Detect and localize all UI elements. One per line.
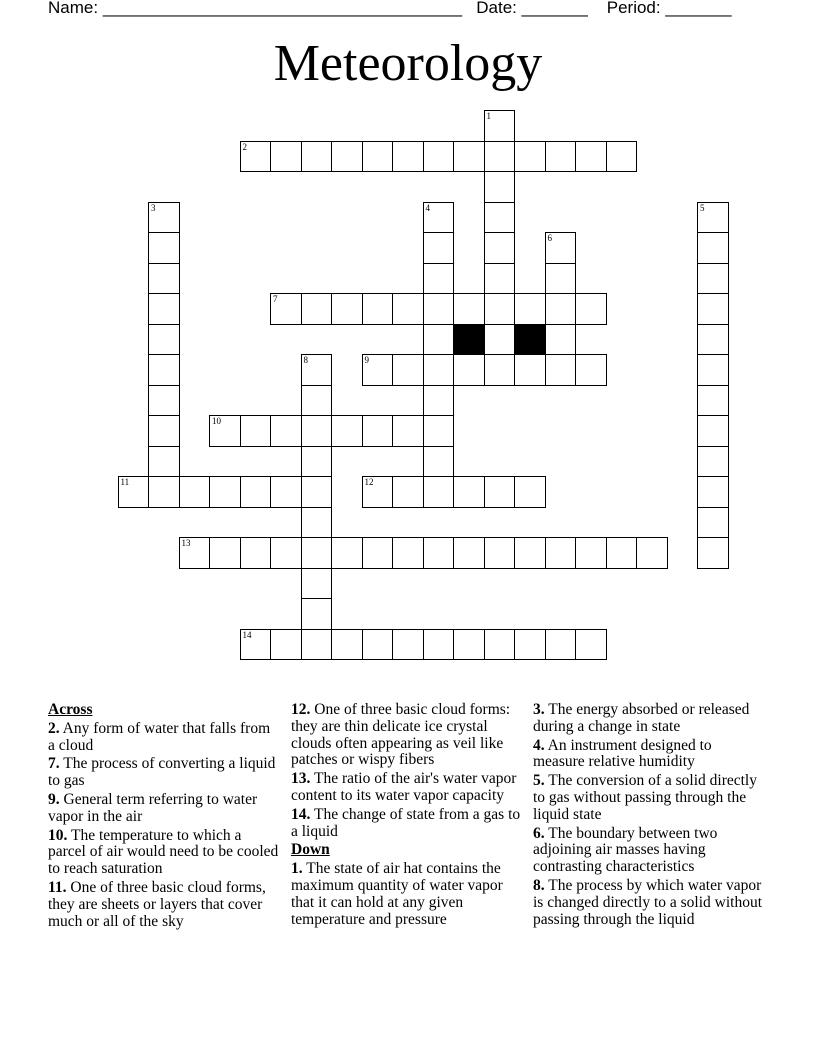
crossword-cell[interactable] [148, 263, 180, 295]
clue-number: 2. [48, 719, 60, 737]
clue-down-4 [533, 738, 765, 772]
page-title: Meteorology [273, 35, 543, 92]
crossword-cell[interactable] [148, 202, 180, 234]
clue-number-label: 1 [486, 111, 491, 121]
clue-text: Any form of water that falls from a cloud [48, 719, 271, 754]
crossword-cell[interactable] [484, 141, 516, 173]
crossword-cell[interactable] [575, 141, 607, 173]
across-clues-column [48, 702, 280, 932]
clue-number-label: 12 [364, 477, 374, 487]
crossword-cell[interactable] [423, 324, 455, 356]
crossword-cell[interactable] [545, 537, 577, 569]
crossword-cell[interactable] [301, 141, 333, 173]
crossword-cell[interactable] [484, 324, 516, 356]
clue-number-label: 13 [181, 538, 191, 548]
crossword-cell[interactable] [301, 537, 333, 569]
clue-across-11 [48, 880, 280, 930]
crossword-cell[interactable] [301, 415, 333, 447]
clue-number: 7. [48, 755, 60, 773]
crossword-cell[interactable] [423, 354, 455, 386]
clue-down-1 [291, 861, 523, 928]
crossword-cell[interactable] [392, 293, 424, 325]
clue-number-label: 10 [212, 416, 221, 426]
crossword-cell[interactable] [179, 537, 211, 569]
black-cell [514, 324, 546, 356]
crossword-cell[interactable] [453, 537, 485, 569]
crossword-cell[interactable] [697, 507, 729, 539]
crossword-cell[interactable] [240, 629, 272, 661]
crossword-cell[interactable] [423, 232, 455, 264]
crossword-cell[interactable] [240, 537, 272, 569]
crossword-cell[interactable] [209, 476, 241, 508]
crossword-cell[interactable] [270, 293, 302, 325]
crossword-cell[interactable] [484, 476, 516, 508]
crossword-cell[interactable] [240, 476, 272, 508]
clue-number: 9. [48, 790, 60, 808]
clue-across-13 [291, 771, 523, 805]
crossword-cell[interactable] [209, 415, 241, 447]
crossword-cell[interactable] [514, 141, 546, 173]
crossword-cell[interactable] [697, 263, 729, 295]
crossword-cell[interactable] [240, 415, 272, 447]
clue-across-9 [48, 792, 280, 826]
crossword-cell[interactable] [484, 354, 516, 386]
crossword-cell[interactable] [270, 415, 302, 447]
crossword-cell[interactable] [148, 354, 180, 386]
crossword-cell[interactable] [148, 446, 180, 478]
crossword-cell[interactable] [697, 232, 729, 264]
clue-down-8 [533, 878, 765, 928]
clue-number: 4. [533, 736, 545, 754]
crossword-cell[interactable] [392, 354, 424, 386]
crossword-cell[interactable] [453, 354, 485, 386]
crossword-cell[interactable] [209, 537, 241, 569]
crossword-cell[interactable] [423, 629, 455, 661]
clue-number: 11. [48, 878, 67, 896]
period-label: Period: [606, 0, 661, 17]
crossword-cell[interactable] [484, 537, 516, 569]
crossword-cell[interactable] [484, 171, 516, 203]
crossword-cell[interactable] [697, 415, 729, 447]
crossword-cell[interactable] [575, 629, 607, 661]
clue-text: One of three basic cloud forms, they are sheets or layers that cover much or all of the sky [48, 878, 266, 930]
crossword-cell[interactable] [697, 293, 729, 325]
down-heading: Down [291, 841, 330, 859]
crossword-cell[interactable] [331, 141, 363, 173]
crossword-cell[interactable] [423, 293, 455, 325]
crossword-cell[interactable] [331, 537, 363, 569]
date-field[interactable]: _______ [521, 0, 588, 17]
crossword-cell[interactable] [697, 202, 729, 234]
across-heading: Across [48, 701, 93, 718]
crossword-cell[interactable] [270, 629, 302, 661]
crossword-cell[interactable] [301, 476, 333, 508]
crossword-cell[interactable] [545, 232, 577, 264]
crossword-cell[interactable] [514, 537, 546, 569]
crossword-cell[interactable] [423, 415, 455, 447]
crossword-cell[interactable] [331, 415, 363, 447]
crossword-cell[interactable] [301, 385, 333, 417]
crossword-cell[interactable] [484, 202, 516, 234]
clue-number-label: 5 [700, 202, 705, 213]
name-label: Name: [48, 0, 99, 17]
crossword-cell[interactable] [697, 476, 729, 508]
date-label: Date: [476, 0, 517, 17]
crossword-cell[interactable] [270, 141, 302, 173]
black-cell [453, 324, 485, 356]
clue-down-6 [533, 826, 765, 876]
crossword-cell[interactable] [423, 385, 455, 417]
crossword-cell[interactable] [331, 293, 363, 325]
crossword-cell[interactable] [240, 141, 272, 173]
clue-text: The temperature to which a parcel of air would need to be cooled to reach saturation [48, 826, 279, 878]
clue-text: The conversion of a solid directly to gas without passing through the liquid state [533, 772, 757, 823]
clue-number-label: 3 [151, 202, 156, 213]
crossword-cell[interactable] [118, 476, 150, 508]
crossword-cell[interactable] [148, 232, 180, 264]
crossword-cell[interactable] [331, 629, 363, 661]
crossword-cell[interactable] [453, 476, 485, 508]
crossword-cell[interactable] [301, 507, 333, 539]
crossword-cell[interactable] [148, 293, 180, 325]
clue-number: 6. [533, 824, 545, 842]
clue-number: 5. [533, 772, 545, 790]
crossword-cell[interactable] [606, 537, 638, 569]
clue-down-3 [533, 702, 765, 736]
crossword-cell[interactable] [514, 629, 546, 661]
period-field[interactable]: _______ [665, 0, 732, 17]
clue-across-12 [291, 702, 523, 769]
crossword-cell[interactable] [545, 141, 577, 173]
crossword-cell[interactable] [484, 293, 516, 325]
crossword-cell[interactable] [453, 141, 485, 173]
crossword-cell[interactable] [697, 446, 729, 478]
clue-across-14 [291, 807, 523, 841]
crossword-cell[interactable] [392, 141, 424, 173]
crossword-cell[interactable] [362, 537, 394, 569]
clue-text: One of three basic cloud forms: they are thin delicate ice crystal clouds often appearing as veil like patches or wispy fibers [291, 701, 511, 769]
crossword-cell[interactable] [575, 537, 607, 569]
crossword-cell[interactable] [697, 537, 729, 569]
crossword-cell[interactable] [392, 415, 424, 447]
crossword-cell[interactable] [484, 110, 516, 142]
clue-number-label: 4 [425, 202, 430, 213]
crossword-cell[interactable] [545, 263, 577, 295]
crossword-cell[interactable] [362, 293, 394, 325]
crossword-cell[interactable] [392, 476, 424, 508]
crossword-cell[interactable] [453, 293, 485, 325]
crossword-cell[interactable] [392, 537, 424, 569]
clue-text: The process by which water vapor is changed directly to a solid without passing through the liquid [533, 876, 763, 928]
crossword-cell[interactable] [514, 354, 546, 386]
crossword-cell[interactable] [545, 354, 577, 386]
crossword-cell[interactable] [484, 263, 516, 295]
crossword-cell[interactable] [423, 476, 455, 508]
clue-text: The boundary between two adjoining air masses having contrasting characteristics [533, 824, 718, 876]
clue-text: The state of air hat contains the maximum quantity of water vapor that it can hold at any given temperature and pressure [291, 860, 503, 928]
clue-number-label: 8 [303, 355, 308, 365]
clue-number-label: 9 [364, 355, 369, 365]
crossword-cell[interactable] [179, 476, 211, 508]
crossword-cell[interactable] [575, 293, 607, 325]
clue-number: 14. [291, 805, 311, 823]
clue-text: The change of state from a gas to a liquid [291, 805, 521, 840]
crossword-cell[interactable] [514, 293, 546, 325]
crossword-cell[interactable] [423, 202, 455, 234]
crossword-cell[interactable] [514, 476, 546, 508]
crossword-cell[interactable] [697, 385, 729, 417]
crossword-cell[interactable] [545, 629, 577, 661]
clue-number-label: 6 [547, 233, 552, 243]
crossword-cell[interactable] [301, 568, 333, 600]
clue-number-label: 2 [242, 141, 247, 152]
crossword-cell[interactable] [423, 446, 455, 478]
clue-number-label: 14 [242, 629, 252, 640]
crossword-cell[interactable] [362, 629, 394, 661]
crossword-cell[interactable] [545, 293, 577, 325]
crossword-cell[interactable] [362, 354, 394, 386]
clue-number: 3. [533, 701, 545, 718]
clue-across-7 [48, 756, 280, 790]
crossword-cell[interactable] [301, 446, 333, 478]
crossword-cell[interactable] [484, 629, 516, 661]
crossword-cell[interactable] [545, 324, 577, 356]
clue-number-label: 11 [120, 477, 130, 487]
crossword-cell[interactable] [362, 141, 394, 173]
middle-clues-column [291, 702, 523, 930]
crossword-cell[interactable] [148, 476, 180, 508]
crossword-cell[interactable] [148, 324, 180, 356]
crossword-cell[interactable] [362, 476, 394, 508]
crossword-cell[interactable] [423, 263, 455, 295]
clue-text: The energy absorbed or released during a change in state [533, 701, 750, 735]
crossword-cell[interactable] [148, 415, 180, 447]
clue-text: The ratio of the air's water vapor content to its water vapor capacity [291, 770, 517, 804]
crossword-cell[interactable] [636, 537, 668, 569]
crossword-cell[interactable] [423, 537, 455, 569]
crossword-cell[interactable] [575, 354, 607, 386]
clue-number: 1. [291, 860, 303, 878]
clue-number: 12. [291, 701, 311, 718]
clue-text: The process of converting a liquid to gas [48, 755, 276, 790]
crossword-cell[interactable] [423, 141, 455, 173]
crossword-cell[interactable] [301, 598, 333, 630]
crossword-cell[interactable] [697, 324, 729, 356]
clue-number: 8. [533, 876, 545, 894]
clue-text: General term referring to water vapor in the air [48, 790, 258, 825]
crossword-cell[interactable] [301, 629, 333, 661]
crossword-cell[interactable] [697, 354, 729, 386]
crossword-cell[interactable] [453, 629, 485, 661]
crossword-cell[interactable] [148, 385, 180, 417]
crossword-cell[interactable] [301, 354, 333, 386]
crossword-cell[interactable] [301, 293, 333, 325]
clue-across-2 [48, 721, 280, 755]
crossword-cell[interactable] [270, 537, 302, 569]
name-field[interactable]: ______________________________________ [102, 0, 463, 17]
clue-number: 10. [48, 826, 68, 844]
clue-number: 13. [291, 770, 311, 788]
clue-text: An instrument designed to measure relative humidity [533, 736, 712, 771]
crossword-cell[interactable] [606, 141, 638, 173]
clue-across-10 [48, 828, 280, 878]
crossword-cell[interactable] [362, 415, 394, 447]
crossword-cell[interactable] [392, 629, 424, 661]
clue-number-label: 7 [273, 294, 278, 304]
crossword-cell[interactable] [270, 476, 302, 508]
crossword-cell[interactable] [484, 232, 516, 264]
clue-down-5 [533, 773, 765, 823]
down-clues-column [533, 702, 765, 930]
